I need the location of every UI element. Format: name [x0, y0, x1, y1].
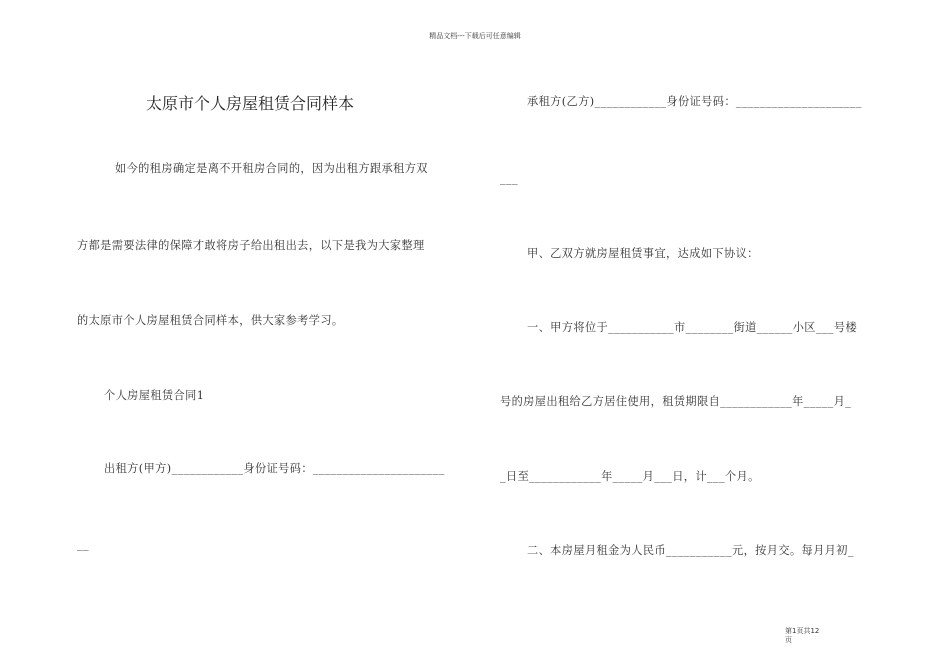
- contract-heading: 个人房屋租赁合同1: [104, 389, 205, 402]
- page-number-continued: 页: [785, 636, 792, 644]
- intro-line-3: 的太原市个人房屋租赁合同样本，供大家参考学习。: [77, 314, 344, 327]
- lessor-line-continued: __: [77, 538, 89, 551]
- clause-2-line-1: 二、本房屋月租金为人民币___________元，按月交。每月月初_: [527, 544, 854, 557]
- clause-1-line-1: 一、甲方将位于___________市________街道______小区___号楼: [527, 321, 858, 334]
- intro-line-1: 如今的租房确定是离不开租房合同的，因为出租方跟承租方双: [115, 162, 428, 175]
- clause-1-line-2: 号的房屋出租给乙方居住使用，租赁期限自____________年_____月_: [500, 395, 852, 408]
- agreement-line: 甲、乙双方就房屋租赁事宜，达成如下协议：: [527, 247, 759, 260]
- page-header: 精品文档---下载后可任意编辑: [429, 32, 521, 40]
- clause-1-line-3: _日至____________年_____月___日，计___个月。: [500, 470, 760, 483]
- document-title: 太原市个人房屋租赁合同样本: [145, 94, 354, 113]
- lessor-line: 出租方(甲方)____________身份证号码：______________________: [104, 462, 445, 475]
- page-number: 第1页共12: [785, 627, 820, 635]
- intro-line-2: 方都是需要法律的保障才敢将房子给出租出去，以下是我为大家整理: [77, 239, 425, 252]
- lessee-line-continued: ___: [500, 172, 518, 185]
- lessee-line: 承租方(乙方)____________身份证号码：_____________________: [527, 95, 862, 108]
